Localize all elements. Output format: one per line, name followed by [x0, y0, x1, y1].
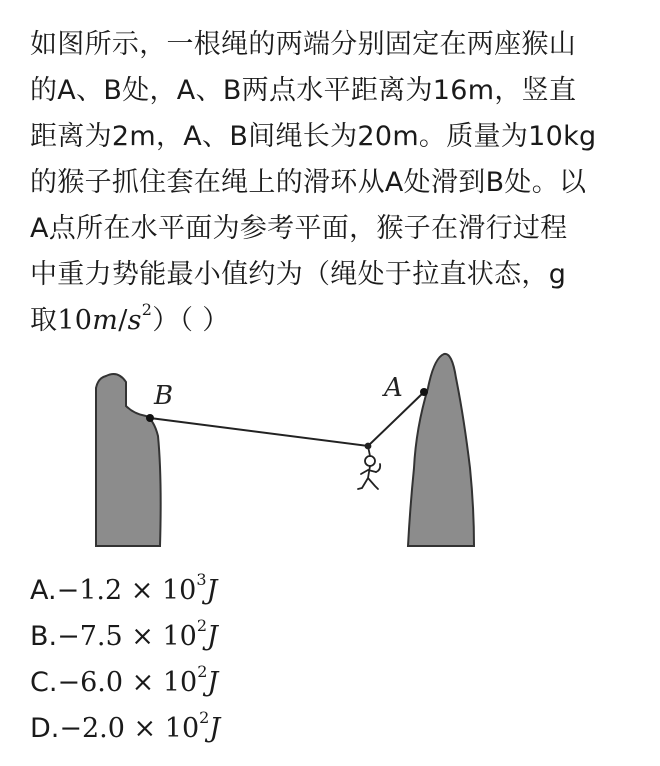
answer-options	[30, 568, 220, 752]
option-a[interactable]: $A.-1.2 \times 10^3J$	[30, 570, 218, 606]
left-mountain	[96, 374, 161, 546]
rope	[150, 392, 424, 446]
label-a: A	[384, 373, 403, 403]
label-b: B	[154, 381, 174, 411]
option-b[interactable]: $B.-7.5 \times 10^2J$	[30, 616, 218, 652]
question-line: 如图所示，一根绳的两端分别固定在两座猴山	[30, 29, 576, 60]
right-mountain	[408, 354, 474, 546]
gravity-value: $10m/s^2$	[57, 300, 153, 336]
question-line: 的猴子抓住套在绳上的滑环从A处滑到B处。以	[30, 167, 587, 198]
option-d[interactable]: $D.-2.0 \times 10^2J$	[30, 708, 221, 744]
question-line: A点所在水平面为参考平面，猴子在滑行过程	[30, 213, 568, 244]
question-line: 中重力势能最小值约为（绳处于拉直状态，g	[30, 259, 567, 290]
point-b	[146, 414, 154, 422]
option-c[interactable]: $C.-6.0 \times 10^2J$	[30, 662, 219, 698]
question-line: 的A、B处，A、B两点水平距离为16m，竖直	[30, 75, 577, 106]
monkey-rope-figure	[78, 348, 488, 548]
question-text	[30, 22, 640, 344]
monkey-icon	[358, 444, 380, 490]
question-line: 距离为2m，A、B间绳长为20m。质量为10kg	[30, 121, 597, 152]
question-last-line: 取$10m/s^2$）（ ）	[30, 300, 230, 336]
answer-blank: ）（ ）	[152, 305, 230, 336]
point-a	[420, 388, 428, 396]
